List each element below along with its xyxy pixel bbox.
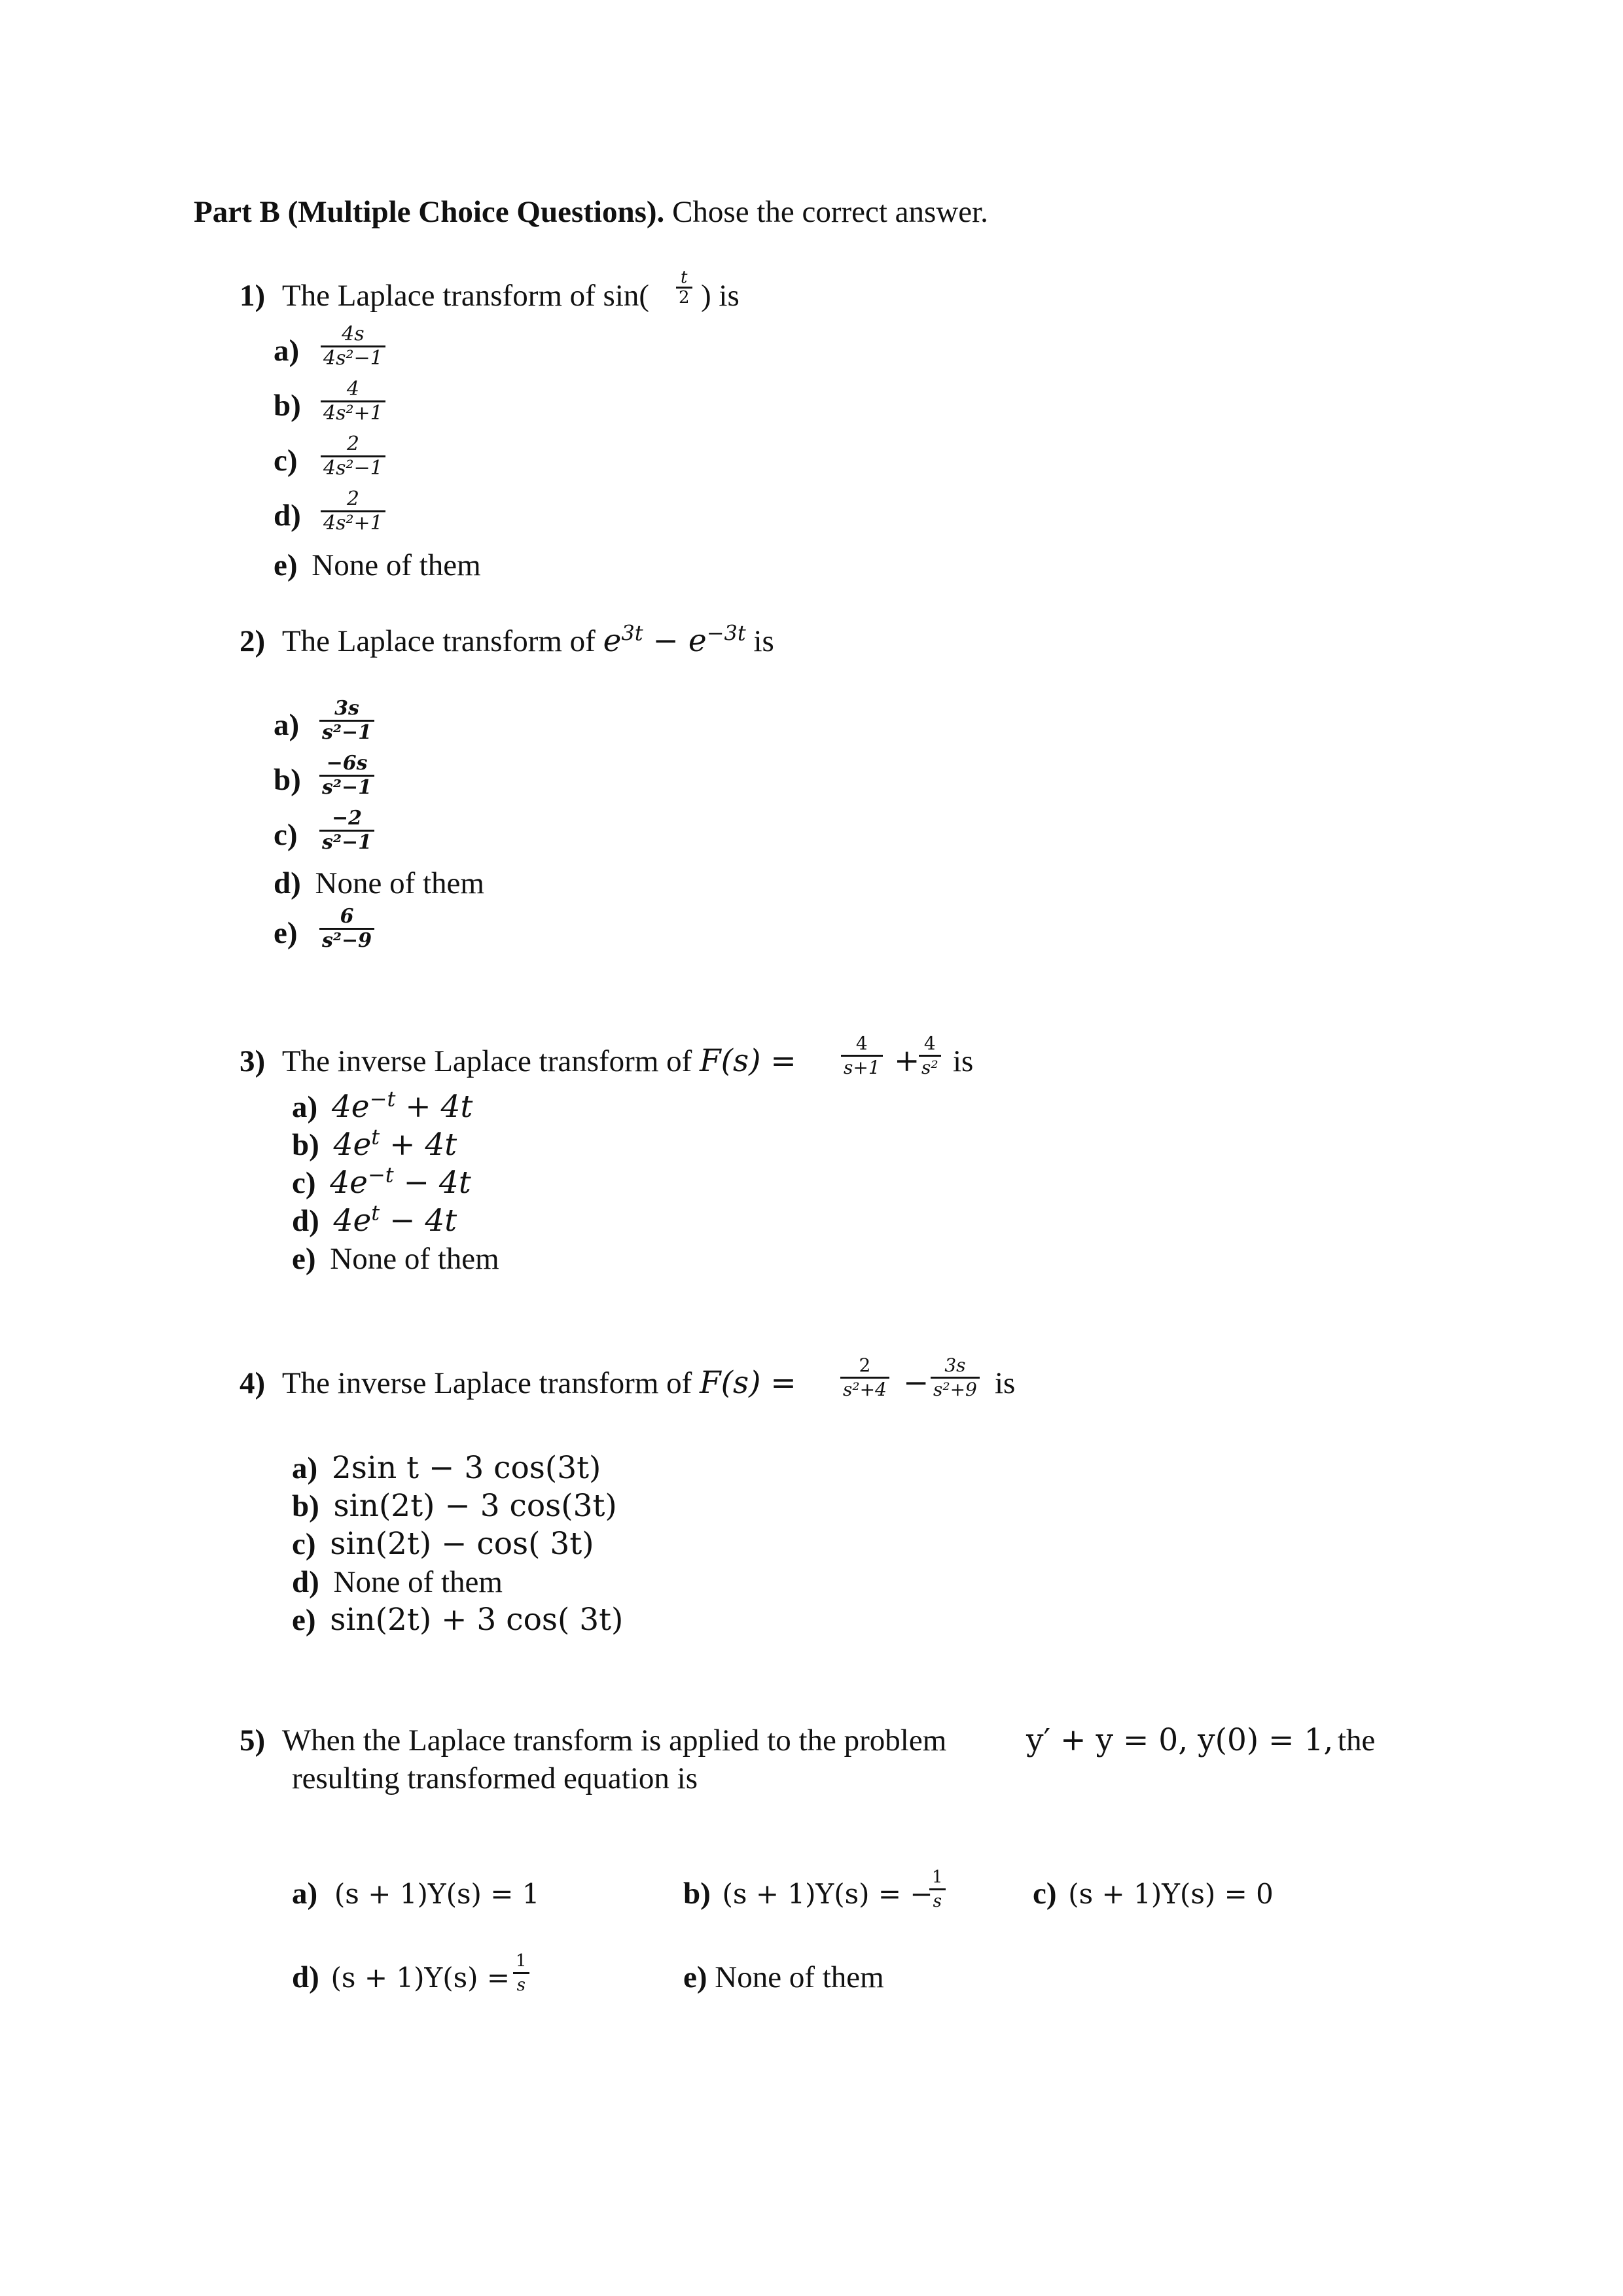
q5-option-b-fraction[interactable]: 1 s	[929, 1866, 946, 1913]
q1-option-b-fraction[interactable]: 4 4s²+1	[321, 378, 385, 425]
question-2-stem: 2) The Laplace transform of $e^{3t} - e^{-3t}$ is	[240, 620, 774, 659]
q4-stem-end: is	[995, 1366, 1016, 1400]
q1-option-d-fraction[interactable]: 2 4s²+1	[321, 488, 385, 535]
q3-fraction-1: 4 s+1	[841, 1033, 883, 1079]
q3-option-e[interactable]: e) None of them	[292, 1242, 499, 1276]
q5-option-b[interactable]: b) (s + 1)Y(s) = −	[683, 1877, 933, 1911]
q5-option-c[interactable]: c) (s + 1)Y(s) = 0	[1033, 1877, 1274, 1911]
q4-option-e[interactable]: e) sin(2t) + 3 cos( 3t)	[292, 1602, 624, 1638]
q1-stem-end: ) is	[701, 279, 740, 313]
q4-fraction-2: 3s s²+9	[931, 1354, 980, 1401]
q5-option-a[interactable]: a) (s + 1)Y(s) = 1	[292, 1877, 540, 1911]
q1-option-a-fraction[interactable]: 4s 4s²−1	[321, 323, 385, 370]
header-instruction: Chose the correct answer.	[672, 195, 988, 229]
option-label[interactable]: a)	[274, 708, 300, 742]
q1-option-e[interactable]: e) None of them	[274, 548, 481, 582]
q3-plus: +	[894, 1043, 920, 1079]
option-label[interactable]: b)	[274, 389, 301, 423]
q3-fraction-2: 4 s²	[919, 1033, 941, 1079]
question-5-stem-line2: resulting transformed equation is	[292, 1761, 698, 1795]
q5-option-e[interactable]: e) None of them	[683, 1960, 884, 1994]
q3-stem-end: is	[953, 1044, 974, 1078]
q4-option-b[interactable]: b) sin(2t) − 3 cos(3t)	[292, 1488, 617, 1524]
q2-option-d[interactable]: d) None of them	[274, 866, 484, 900]
question-number: 3)	[240, 1044, 266, 1078]
q5-option-d-fraction[interactable]: 1 s	[513, 1950, 529, 1996]
q1-argument-fraction: t 2	[676, 268, 692, 307]
question-number: 5)	[240, 1723, 266, 1757]
q3-option-b[interactable]: b) $4e^t + 4t$	[292, 1124, 457, 1163]
q2-option-b-fraction[interactable]: −6s s²−1	[319, 752, 374, 799]
q3-option-a[interactable]: a) $4e^{-t} + 4t$	[292, 1086, 473, 1125]
option-label[interactable]: a)	[274, 334, 300, 368]
q5-option-d[interactable]: d) (s + 1)Y(s) =	[292, 1960, 510, 1994]
question-3-stem: 3) The inverse Laplace transform of F(s) =	[240, 1043, 796, 1079]
q4-option-d[interactable]: d) None of them	[292, 1565, 503, 1599]
question-1-stem	[240, 277, 649, 314]
q4-option-a[interactable]: a) 2sin t − 3 cos(3t)	[292, 1450, 601, 1486]
q4-fraction-1: 2 s²+4	[840, 1354, 889, 1401]
option-label[interactable]: c)	[274, 444, 298, 478]
q5-problem: y′ + y = 0, y(0) = 1,	[1026, 1722, 1334, 1758]
header-bold: Part B (Multiple Choice Questions).	[194, 195, 665, 229]
question-number: 4)	[240, 1366, 266, 1400]
option-label[interactable]: b)	[274, 763, 301, 797]
q2-option-c-fraction[interactable]: −2 s²−1	[319, 807, 374, 854]
option-label[interactable]: e)	[274, 916, 298, 950]
page-header	[194, 194, 988, 230]
question-number: 1)	[240, 279, 266, 313]
q3-option-c[interactable]: c) $4e^{-t} - 4t$	[292, 1162, 471, 1201]
question-5-stem-line1: 5) When the Laplace transform is applied to the problem	[240, 1723, 947, 1757]
question-text: The Laplace transform of sin(	[281, 279, 650, 313]
q5-stem-end: the	[1338, 1723, 1376, 1757]
q2-option-a-fraction[interactable]: 3s s²−1	[319, 698, 374, 744]
q4-minus: −	[903, 1365, 929, 1401]
question-number: 2)	[240, 624, 266, 658]
q2-option-e-fraction[interactable]: 6 s²−9	[319, 906, 374, 952]
q4-option-c[interactable]: c) sin(2t) − cos( 3t)	[292, 1526, 594, 1562]
q3-option-d[interactable]: d) $4e^t - 4t$	[292, 1200, 457, 1239]
q1-option-c-fraction[interactable]: 2 4s²−1	[321, 433, 385, 480]
option-label[interactable]: c)	[274, 818, 298, 852]
question-4-stem: 4) The inverse Laplace transform of F(s) =	[240, 1365, 796, 1401]
option-label[interactable]: d)	[274, 499, 301, 533]
